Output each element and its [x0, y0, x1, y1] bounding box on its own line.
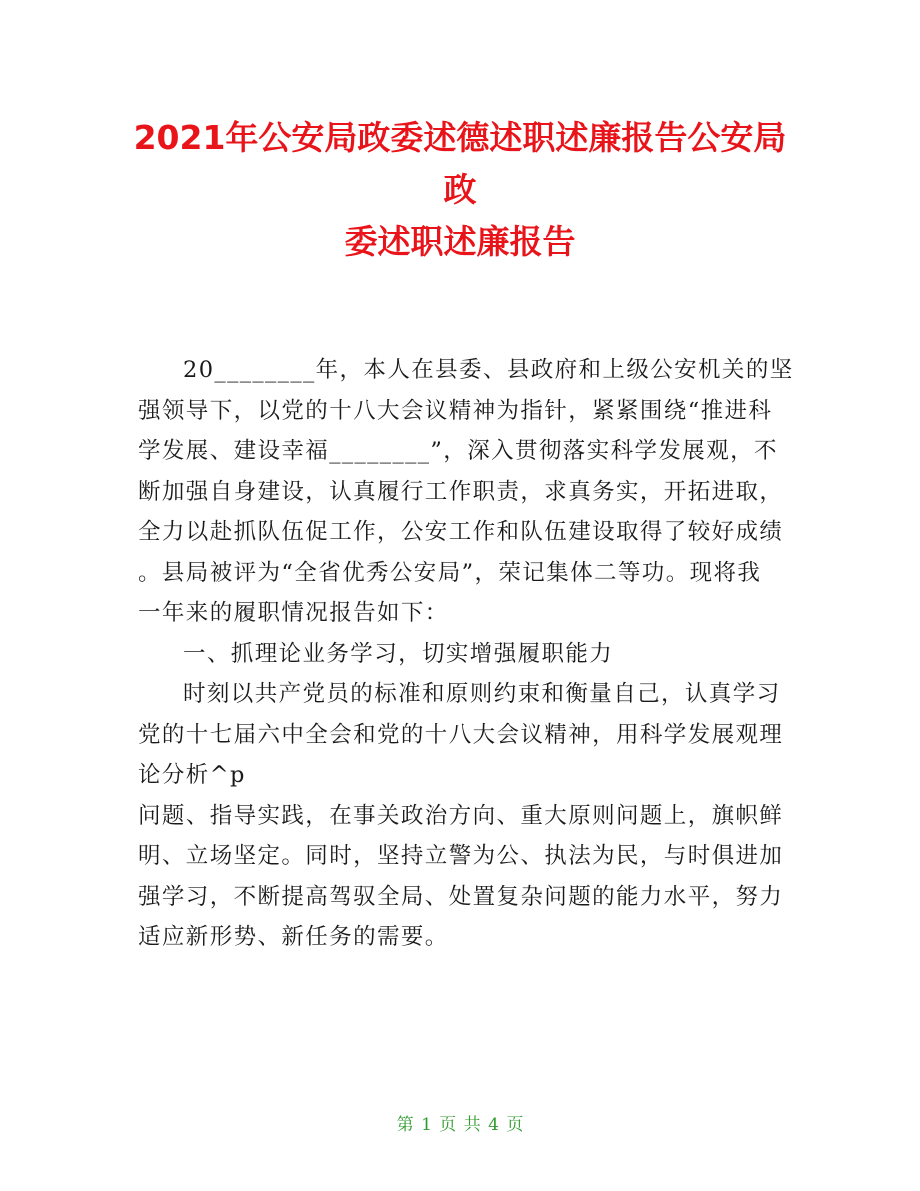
body-line: 适应新形势、新任务的需要。 — [138, 924, 449, 950]
body-line: 强学习，不断提高驾驭全局、处置复杂问题的能力水平，努力 — [138, 883, 784, 910]
body-line: 。县局被评为“全省优秀公安局”，荣记集体二等功。现将我 — [138, 559, 762, 586]
section-heading: 一、抓理论业务学习，切实增强履职能力 — [183, 640, 614, 667]
body-line: 问题、指导实践，在事关政治方向、重大原则问题上，旗帜鲜 — [138, 802, 784, 829]
body-line: 学发展、建设幸福________”，深入贯彻落实科学发展观，不 — [138, 438, 778, 464]
body-line: 一年来的履职情况报告如下： — [138, 600, 449, 626]
title-line-1: 2021年公安局政委述德述职述廉报告公安局政 — [133, 118, 787, 209]
body-line: 党的十七届六中全会和党的十八大会议精神，用科学发展观理 — [138, 721, 784, 748]
body-line: 明、立场坚定。同时，坚持立警为公、执法为民，与时俱进加 — [138, 843, 784, 869]
document-title — [120, 112, 800, 268]
body-line: 20________年，本人在县委、县政府和上级公安机关的坚 — [183, 357, 794, 383]
body-line: 全力以赴抓队伍促工作，公安工作和队伍建设取得了较好成绩 — [138, 519, 784, 545]
body-line: 强领导下，以党的十八大会议精神为指针，紧紧围绕“推进科 — [138, 397, 773, 424]
document-body — [138, 350, 794, 958]
page-footer: 第 1 页 共 4 页 — [396, 1115, 524, 1135]
body-line: 断加强自身建设，认真履行工作职责，求真务实，开拓进取， — [138, 478, 784, 505]
body-line: 论分析^p — [138, 762, 246, 788]
body-line: 时刻以共产党员的标准和原则约束和衡量自己，认真学习 — [183, 681, 781, 707]
title-line-2: 委述职述廉报告 — [344, 222, 576, 261]
